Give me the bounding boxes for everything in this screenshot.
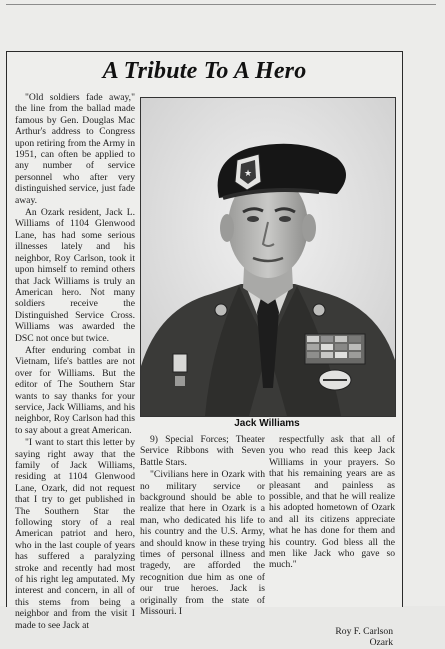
article-column-2 bbox=[140, 434, 265, 619]
paragraph: "Old soldiers fade away," the line from the ballad made famous by Gen. Douglas Mac Arthur's address to Congress upon retiring from the Army in 1951, can often be applied to any number of service personnel who after very distinguished service, just fade away. bbox=[15, 92, 135, 206]
crossed-arrows-insignia-icon bbox=[319, 370, 351, 390]
portrait-photo bbox=[140, 97, 396, 417]
article-column-1 bbox=[15, 92, 135, 632]
svg-text:★: ★ bbox=[243, 168, 253, 178]
photo-caption: Jack Williams bbox=[234, 418, 300, 429]
ribbon-bar-icon bbox=[305, 334, 365, 364]
paragraph: An Ozark resident, Jack L. Williams of 1104 Glenwood Lane, has had some serious illnesses lately and his neighbor, Roy Carlson, took it upon himself to remind others that Jack Williams is truly an American hero. Not many soldiers receive the Distinguished Service Cross. Williams was awarded the DSC not once but twice. bbox=[15, 207, 135, 344]
article-column-3 bbox=[269, 434, 395, 572]
special-forces-flash-icon bbox=[235, 154, 261, 190]
paragraph: 9) Special Forces; Theater Service Ribbons with Seven Battle Stars. bbox=[140, 434, 265, 468]
soldier-portrait-illustration bbox=[141, 98, 395, 416]
top-rule bbox=[6, 4, 436, 5]
paragraph: After enduring combat in Vietnam, life's battles are not over for Williams. But the editor of The Southern Star wants to say thanks for your service, Jack Williams, and his neighbor, Roy Carlson had this to say about a great American. bbox=[15, 344, 135, 436]
paragraph: "Civilians here in Ozark with no military service or background should be able to realize that here in Ozark is a man, who dedicated his life to his country and the U.S. Army, and should know in these trying times of personal illness and tragedy, are afforded the recognition due him as one of our true heroes. Jack is originally from the state of Missouri. I bbox=[140, 469, 265, 618]
letter-signature bbox=[269, 626, 393, 649]
signature-name: Roy F. Carlson bbox=[335, 626, 393, 637]
paragraph: respectfully ask that all of you who read this keep Jack Williams in your prayers. So that his remaining years are as pleasant and painless as possible, and that he will realize his adopted hometown of Ozark and all its citizens appreciate what he has done for them and his country. God bless all the men like Jack who gave so much." bbox=[269, 434, 395, 571]
article-box bbox=[6, 51, 403, 649]
article-headline: A Tribute To A Hero bbox=[102, 58, 307, 84]
paragraph: "I want to start this letter by saying right away that the family of Jack Williams, residing at 1104 Glenwood Lane, Ozark, did not request that I try to get published in The Southern Star the following story of a real American patriot and hero, who in the last couple of years has suffered a paralyzing stroke and recently had most of his right leg amputated. My interest and concern, in all of this stems from being a neighbor and from the visit I made to see Jack at bbox=[15, 437, 135, 631]
signature-city: Ozark bbox=[369, 637, 393, 649]
